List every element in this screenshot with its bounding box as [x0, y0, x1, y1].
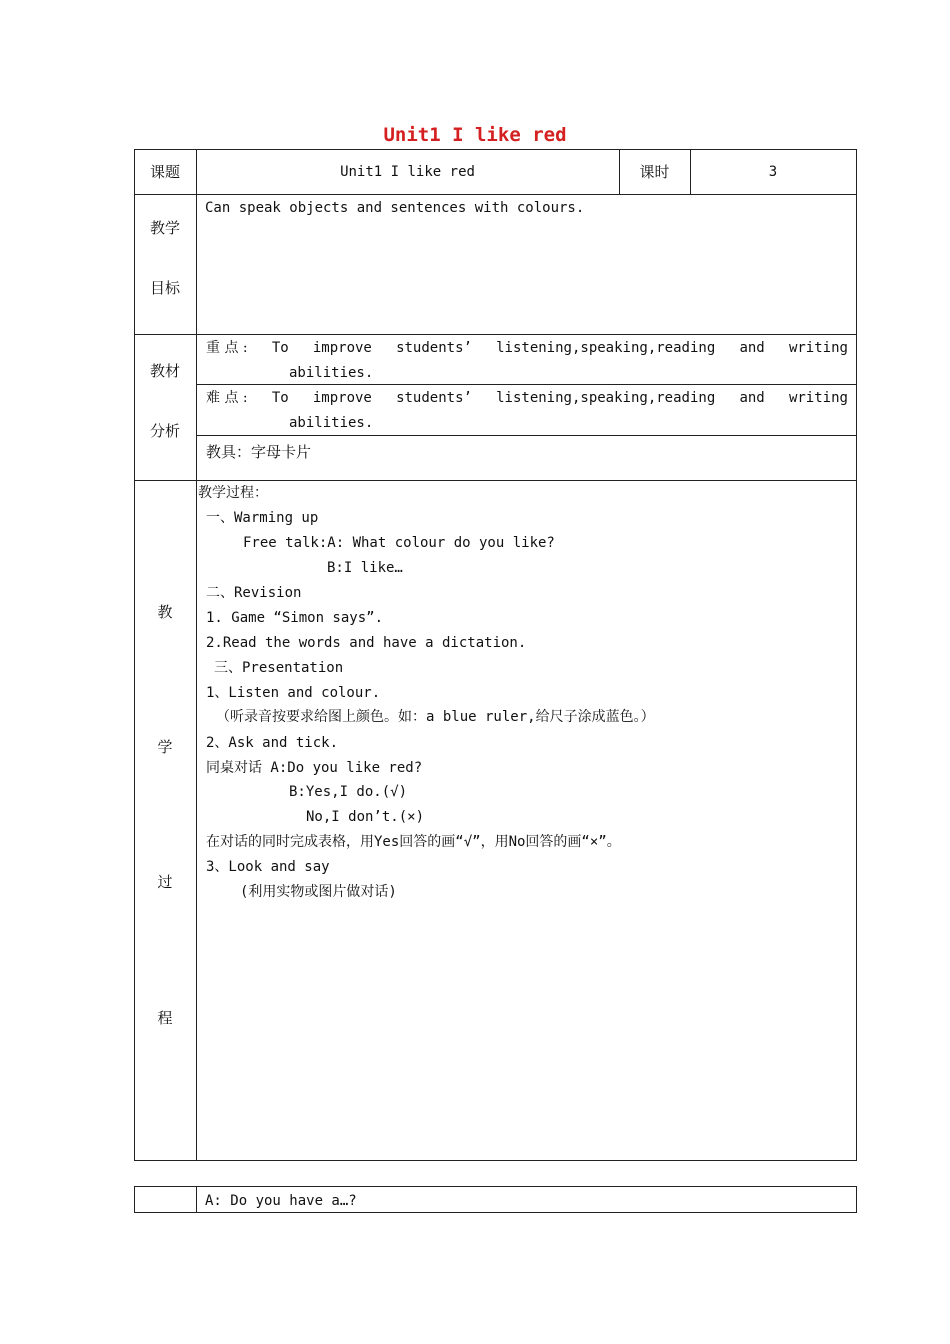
- process-line: No,I don’t.(×): [306, 809, 425, 825]
- process-line: Free talk:A: What colour do you like?: [243, 535, 555, 551]
- objectives-label-2: 目标: [149, 279, 180, 297]
- difficult-word: students’: [396, 390, 472, 406]
- process-line: (利用实物或图片做对话): [240, 884, 397, 900]
- process-heading: 教学过程：: [198, 485, 268, 501]
- key-word: To: [271, 340, 289, 356]
- process-label-char: 程: [157, 1009, 173, 1027]
- key-word: students’: [396, 340, 472, 356]
- key-point-line: [206, 339, 848, 357]
- key-word: improve: [312, 340, 372, 356]
- process-line: （听录音按要求给图上颜色。如：a blue ruler,给尺子涂成蓝色。）: [216, 709, 655, 725]
- process-line: 三、Presentation: [214, 660, 344, 676]
- difficult-point-label: 难 点 :: [206, 390, 248, 406]
- topic-label: 课题: [149, 163, 180, 181]
- key-word: and: [739, 340, 765, 356]
- difficult-point-continuation: abilities.: [289, 415, 374, 431]
- process-line: B:I like…: [327, 560, 403, 576]
- process-label-char: 教: [157, 603, 173, 621]
- analysis-label-1: 教材: [149, 362, 180, 380]
- process-line: B:Yes,I do.(√): [289, 784, 408, 800]
- process-line: 二、Revision: [206, 585, 302, 601]
- key-word: listening,speaking,reading: [496, 340, 716, 356]
- difficult-word: improve: [312, 390, 372, 406]
- process-line: 2、Ask and tick.: [206, 735, 339, 751]
- process-line: 在对话的同时完成表格，用Yes回答的画“√”，用No回答的画“×”。: [206, 834, 621, 850]
- continuation-text: A: Do you have a…?: [205, 1193, 357, 1209]
- difficult-word: To: [271, 390, 289, 406]
- key-point-label: 重 点 :: [206, 340, 248, 356]
- process-line: 一、Warming up: [206, 510, 319, 526]
- process-label-char: 过: [157, 873, 173, 891]
- period-value: 3: [768, 164, 778, 180]
- objectives-text: Can speak objects and sentences with colours.: [205, 200, 585, 216]
- teaching-tools: 教具：字母卡片: [206, 443, 312, 461]
- process-line: 1. Game “Simon says”.: [206, 610, 384, 626]
- difficult-point-line: [206, 389, 848, 407]
- process-line: 1、Listen and colour.: [206, 685, 381, 701]
- process-line: 同桌对话 A:Do you like red?: [206, 760, 423, 776]
- key-word: writing: [788, 340, 848, 356]
- period-label: 课时: [639, 163, 670, 181]
- topic-value: Unit1 I like red: [340, 164, 475, 180]
- analysis-label-2: 分析: [149, 422, 180, 440]
- objectives-label-1: 教学: [149, 219, 180, 237]
- process-line: 3、Look and say: [206, 859, 330, 875]
- difficult-word: and: [739, 390, 765, 406]
- difficult-word: listening,speaking,reading: [496, 390, 716, 406]
- difficult-word: writing: [788, 390, 848, 406]
- process-line: 2.Read the words and have a dictation.: [206, 635, 527, 651]
- process-label-char: 学: [157, 738, 173, 756]
- page-title: Unit1 I like red: [383, 124, 567, 146]
- key-point-continuation: abilities.: [289, 365, 374, 381]
